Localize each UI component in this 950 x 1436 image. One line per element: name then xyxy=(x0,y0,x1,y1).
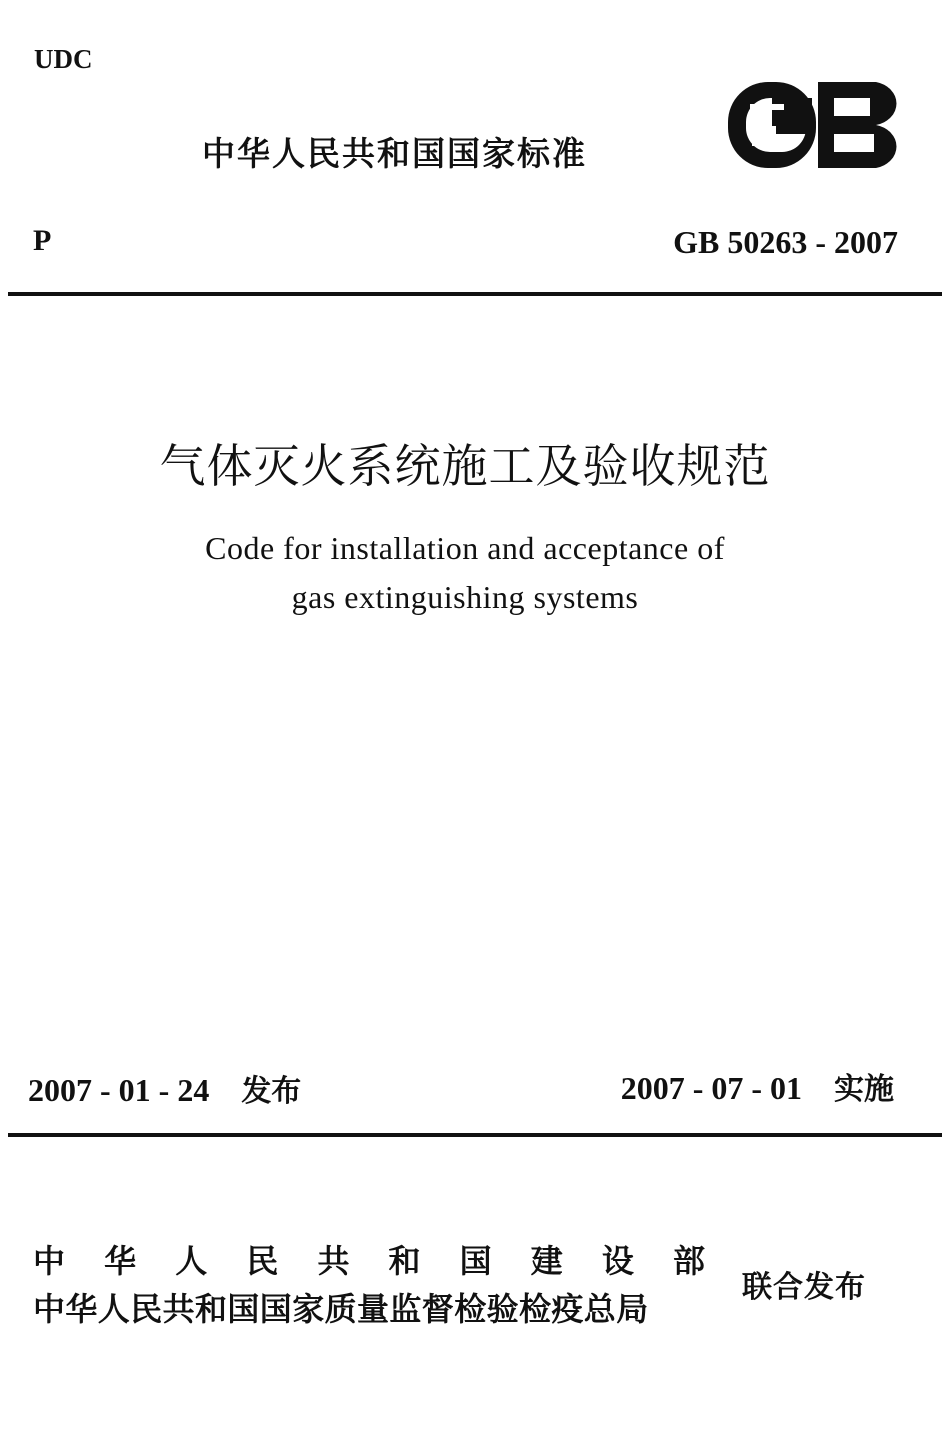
publisher-ministry xyxy=(33,1236,705,1282)
publisher-char: 建 xyxy=(530,1242,563,1280)
issue-date: 2007 - 01 - 24 xyxy=(28,1072,210,1108)
effective-date: 2007 - 07 - 01 xyxy=(620,1070,802,1106)
publisher-char: 国 xyxy=(459,1242,492,1280)
publisher-char: 和 xyxy=(388,1242,421,1280)
publisher-char: 共 xyxy=(317,1242,350,1280)
issue-label: 发布 xyxy=(241,1074,302,1109)
publisher-char: 部 xyxy=(672,1242,705,1280)
publisher-char: 华 xyxy=(104,1242,137,1280)
title-chinese: 气体灭火系统施工及验收规范 xyxy=(159,439,771,493)
gb-logo xyxy=(726,78,902,170)
effective-label: 实施 xyxy=(834,1072,894,1107)
title-english-line1: Code for installation and acceptance of xyxy=(205,530,725,566)
title-english-line2: gas extinguishing systems xyxy=(291,579,639,615)
footer-divider xyxy=(8,1133,942,1137)
publisher-char: 中 xyxy=(33,1242,66,1280)
title-english xyxy=(0,524,930,622)
publisher-char: 人 xyxy=(175,1242,208,1280)
publisher-aqsiq: 中华人民共和国国家质量监督检验检疫总局 xyxy=(33,1290,649,1328)
publisher-char: 设 xyxy=(601,1242,634,1280)
national-standard-heading: 中华人民共和国国家标准 xyxy=(202,134,587,173)
udc-label: UDC xyxy=(34,44,93,74)
joint-publication-label: 联合发布 xyxy=(742,1270,866,1305)
publisher-char: 民 xyxy=(246,1242,279,1280)
classification-code: P xyxy=(33,224,52,257)
effective-date-block xyxy=(621,1064,894,1108)
issue-date-block xyxy=(28,1066,301,1110)
standard-number: GB 50263 - 2007 xyxy=(673,224,898,260)
header-divider xyxy=(8,292,942,296)
